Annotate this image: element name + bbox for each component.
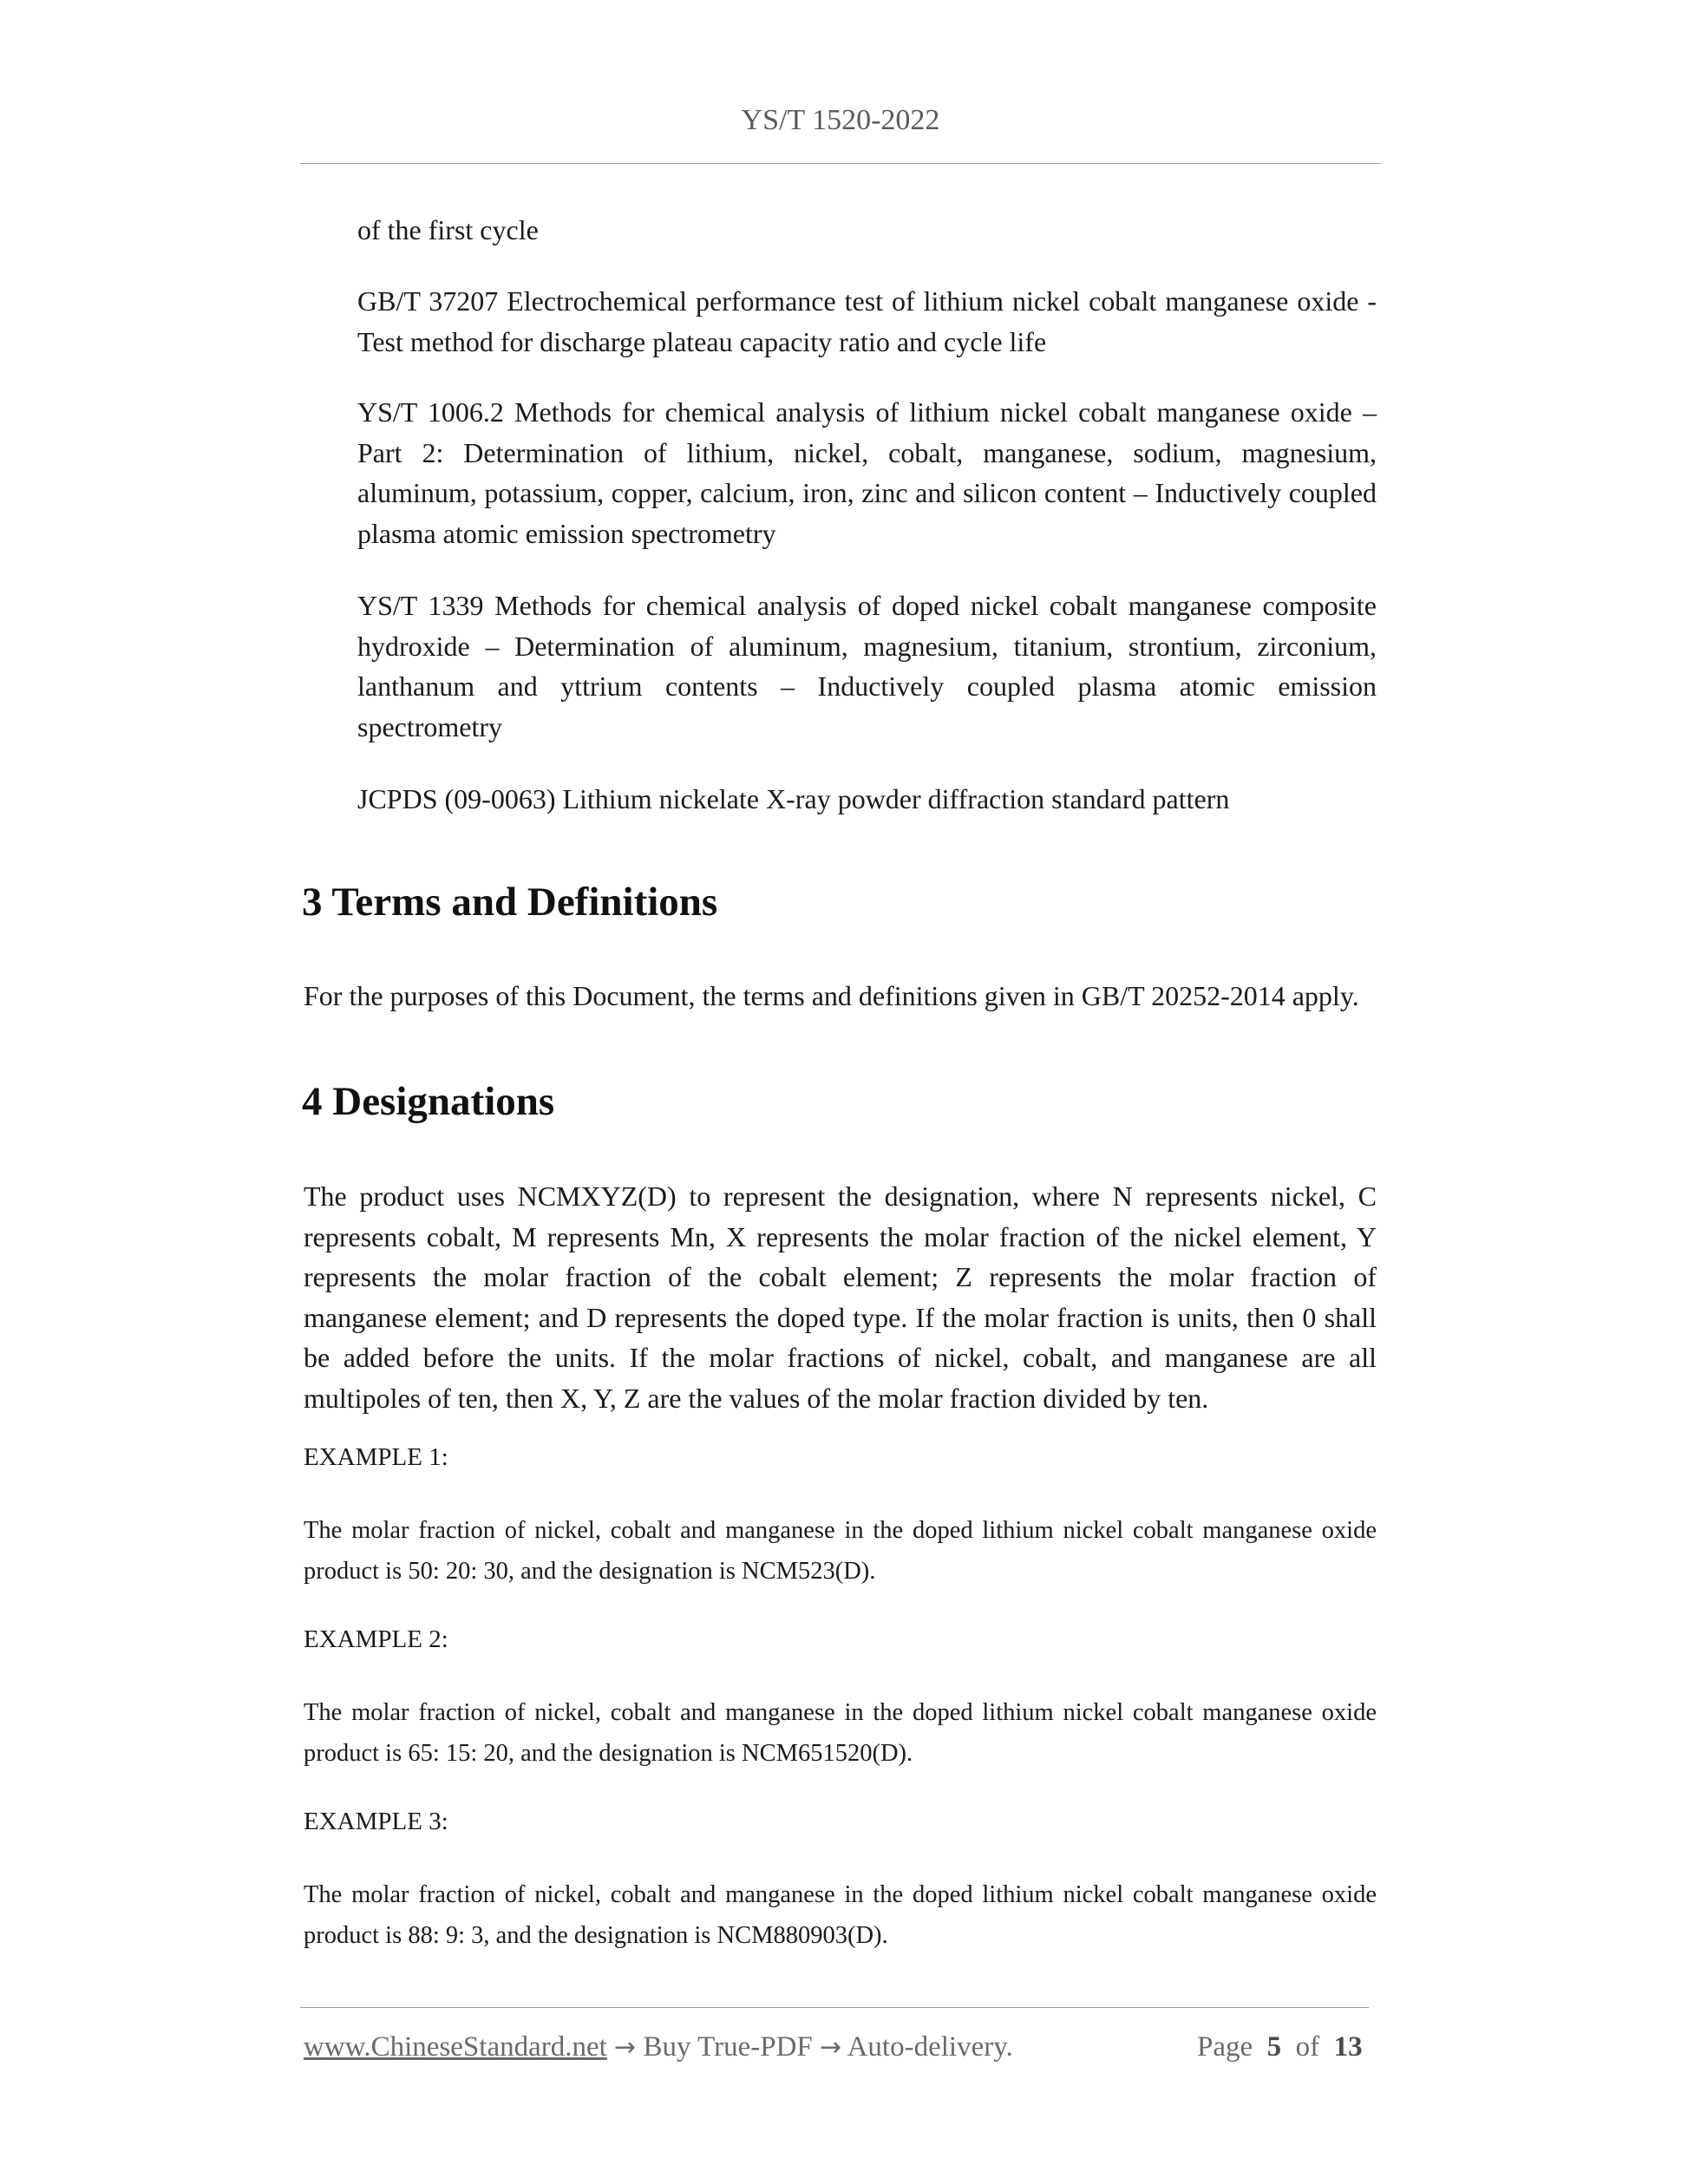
reference-continuation: of the first cycle (357, 214, 539, 245)
total-pages-number: 13 (1333, 2031, 1363, 2063)
example-3-text: The molar fraction of nickel, cobalt and manganese in the doped lithium nickel cobalt manganese oxide product is 88: 9: 3, and the designation is NCM880903(D). (304, 1881, 1377, 1949)
chinesestandard-link[interactable]: www.ChineseStandard.net (304, 2031, 607, 2063)
page-indicator (1197, 2028, 1363, 2066)
section-4-body: The product uses NCMXYZ(D) to represent the designation, where N represents nickel, C represents cobalt, M represents Mn, X represents the molar fraction of the nickel element, Y represents the molar fraction of the cobalt element; Z represents the molar fraction of manganese element; and D represents the doped type. If the molar fraction is units, then 0 shall be added before the units. If the molar fractions of nickel, cobalt, and manganese are all multipoles of ten, then X, Y, Z are the values of the molar fraction divided by ten. (304, 1180, 1377, 1414)
arrow-right-icon: → (820, 2032, 842, 2063)
buy-true-pdf-text: Buy True-PDF (643, 2031, 813, 2063)
reference-yst-1339: YS/T 1339 Methods for chemical analysis of doped nickel cobalt manganese composite hydroxide – Determination of aluminum, magnesium, titanium, strontium, zirconium, lanthanum and yttrium contents – Inductively coupled plasma atomic emission spectrometry (357, 590, 1377, 742)
of-label: of (1295, 2031, 1320, 2063)
header-divider (300, 163, 1381, 164)
example-1-text: The molar fraction of nickel, cobalt and manganese in the doped lithium nickel cobalt manganese oxide product is 50: 20: 30, and the designation is NCM523(D). (304, 1517, 1377, 1585)
example-2-text: The molar fraction of nickel, cobalt and manganese in the doped lithium nickel cobalt manganese oxide product is 65: 15: 20, and the designation is NCM651520(D). (304, 1699, 1377, 1767)
section-3-heading: 3 Terms and Definitions (302, 879, 718, 925)
example-2-label: EXAMPLE 2: (304, 1625, 448, 1653)
page-label: Page (1197, 2031, 1253, 2063)
example-3-label: EXAMPLE 3: (304, 1808, 448, 1835)
arrow-right-icon: → (614, 2032, 637, 2063)
example-1-label: EXAMPLE 1: (304, 1443, 448, 1471)
footer-divider (300, 2007, 1369, 2008)
section-4-heading: 4 Designations (302, 1079, 555, 1124)
document-code-header: YS/T 1520-2022 (741, 104, 940, 136)
auto-delivery-text: Auto-delivery. (847, 2031, 1013, 2063)
footer-promo (304, 2028, 1013, 2067)
current-page-number: 5 (1266, 2031, 1282, 2063)
reference-jcpds: JCPDS (09-0063) Lithium nickelate X-ray powder diffraction standard pattern (357, 783, 1230, 814)
reference-yst-1006-2: YS/T 1006.2 Methods for chemical analysis of lithium nickel cobalt manganese oxide – Part 2: Determination of lithium, nickel, cobalt, manganese, sodium, magnesium, aluminum, potassium, copper, calcium, iron, zinc and silicon content – Inductively coupled plasma atomic emission spectrometry (357, 396, 1377, 549)
section-3-body: For the purposes of this Document, the terms and definitions given in GB/T 20252-2014 apply. (304, 980, 1359, 1011)
reference-gbt-37207: GB/T 37207 Electrochemical performance test of lithium nickel cobalt manganese oxide - Test method for discharge plateau capacity ratio and cycle life (357, 285, 1377, 357)
